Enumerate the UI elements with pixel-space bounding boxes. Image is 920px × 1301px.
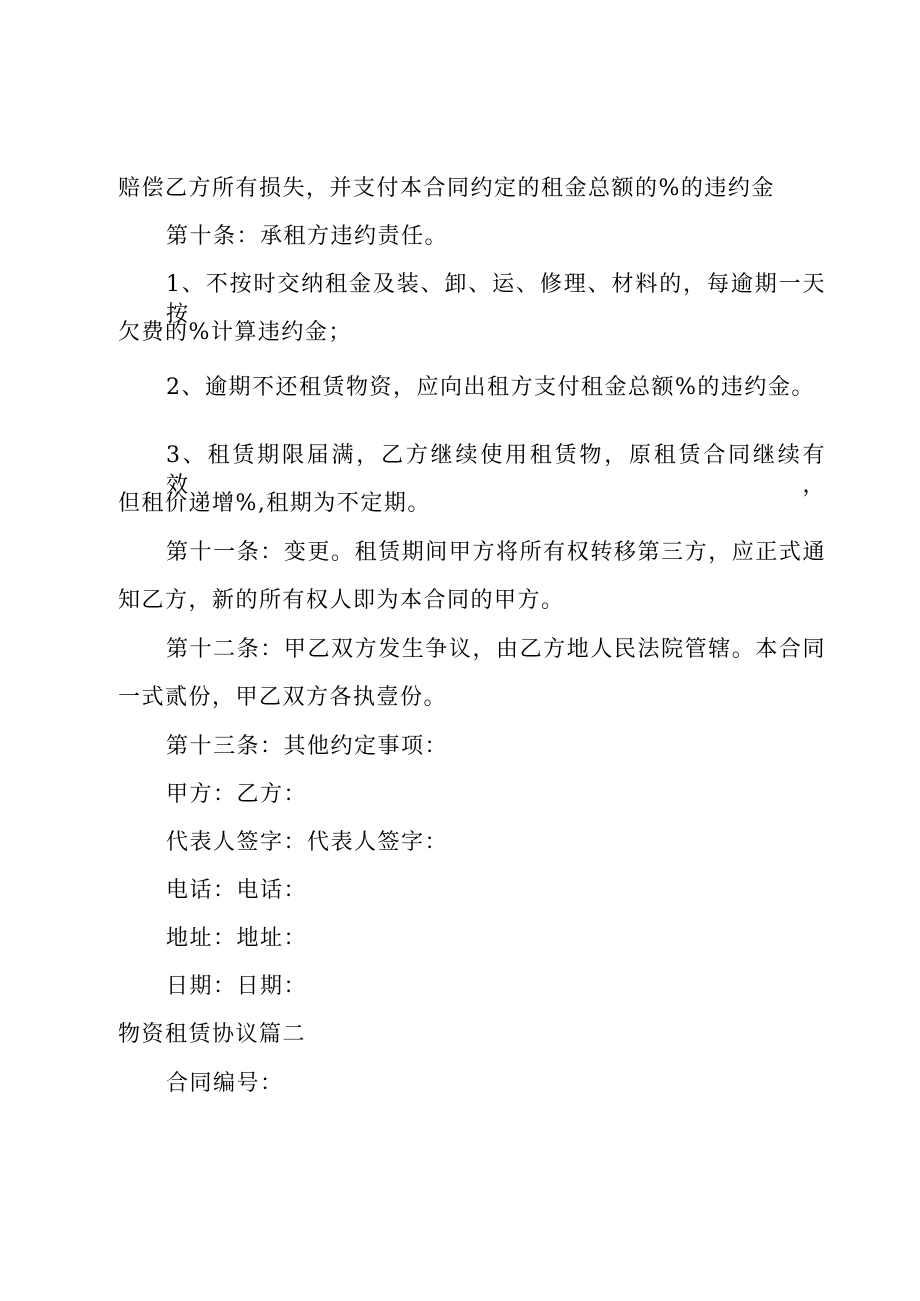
clause-eleven: 第十一条：变更。租赁期间甲方将所有权转移第三方，应正式通 [166,540,826,565]
paragraph-line: 赔偿乙方所有损失，并支付本合同约定的租金总额的%的违约金 [118,176,775,201]
clause-twelve-cont: 一式贰份，甲乙双方各执壹份。 [118,685,448,710]
clause-ten-heading: 第十条：承租方违约责任。 [166,224,449,249]
clause-thirteen: 第十三条：其他约定事项： [166,734,449,759]
clause-twelve: 第十二条：甲乙双方发生争议，由乙方地人民法院管辖。本合同 [166,637,826,662]
clause-eleven-cont: 知乙方，新的所有权人即为本合同的甲方。 [118,588,565,613]
signature-line: 代表人签字：代表人签字： [166,830,449,855]
phone-line: 电话：电话： [166,878,308,903]
section-heading: 物资租赁协议篇二 [118,1022,307,1047]
contract-number-line: 合同编号： [166,1071,284,1096]
clause-ten-item-2: 2、逾期不还租赁物资，应向出租方支付租金总额%的违约金。 [166,375,815,400]
clause-ten-item-3-cont: 但租价递增%,租期为不定期。 [118,491,431,516]
party-line: 甲方：乙方： [166,782,308,807]
clause-ten-item-1: 1、不按时交纳租金及装、卸、运、修理、材料的，每逾期一天按 [166,272,826,327]
clause-ten-item-1-cont: 欠费的%计算违约金； [118,320,352,345]
clause-ten-item-3: 3、租赁期限届满，乙方继续使用租赁物，原租赁合同继续有效， [166,443,826,498]
address-line: 地址：地址： [166,926,308,951]
date-line: 日期：日期： [166,974,308,999]
